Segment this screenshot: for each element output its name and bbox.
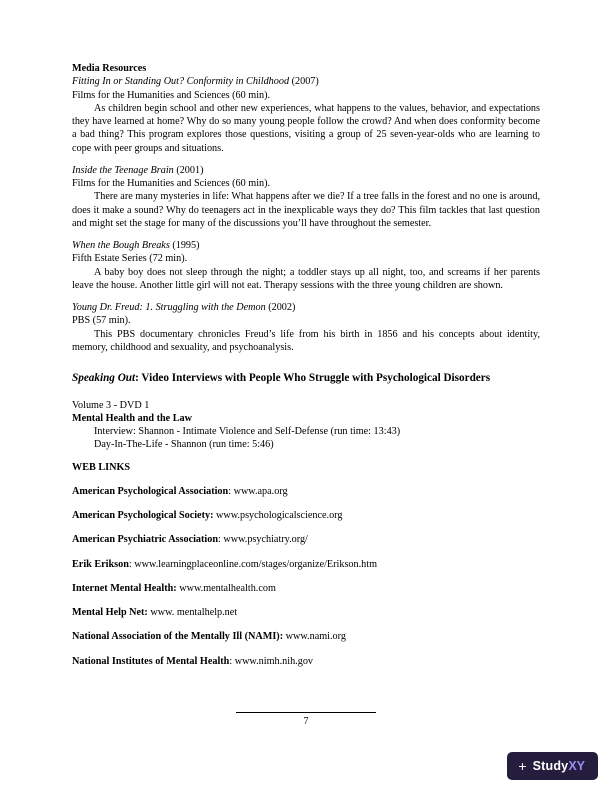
speaking-out-heading — [72, 371, 540, 386]
media-entry-title-italic: When the Bough Breaks — [72, 240, 170, 251]
web-link-item — [72, 630, 540, 643]
web-link-url[interactable]: : www.apa.org — [228, 485, 288, 497]
web-link-url[interactable]: : www.psychiatry.org/ — [218, 534, 308, 546]
media-entry-source: Films for the Humanities and Sciences (60 min). — [72, 178, 271, 189]
media-entry-description: There are many mysteries in life: What happens after we die? If a tree falls in the forest and no one is around, does it make a sound? Why do teenagers act in the inexplicable ways they do? This film tackles that last question and might set the stage for many of the discussions you’ll have throughout the semester. — [72, 191, 540, 229]
watermark-xy-text: XY — [568, 759, 585, 773]
web-link-item — [72, 606, 540, 619]
plus-icon: + — [518, 758, 527, 774]
studyxy-watermark[interactable] — [507, 752, 598, 780]
web-link-item — [72, 533, 540, 546]
media-entry-source: Fifth Estate Series (72 min). — [72, 253, 188, 265]
web-link-org: American Psychological Association — [72, 485, 229, 497]
media-entry-source: Films for the Humanities and Sciences (60 min). — [72, 89, 271, 101]
media-entry-title-year: (1995) — [169, 240, 200, 251]
web-link-item — [72, 558, 540, 571]
media-entry-title — [72, 75, 540, 88]
media-entry-title — [72, 164, 540, 177]
media-entry-description: As children begin school and other new experiences, what happens to the values, behavior, and expectations they have learned at home? Why do so many young people follow the crowd? And when does conformity become a bad thing? This program explores those questions, visiting a group of 25 seven-year-olds who are learning to cope with peer groups and situations. — [72, 102, 540, 154]
media-entry-description: A baby boy does not sleep through the night; a toddler stays up all night, too, and screams if her parents leave the house. Another little girl will not eat. Therapy sessions with the three young children are shown. — [72, 266, 540, 291]
web-link-item — [72, 582, 540, 595]
web-link-url[interactable]: www.nami.org — [283, 631, 346, 643]
web-link-item — [72, 509, 540, 522]
media-entry-title-italic: Fitting In or Standing Out? Conformity in Childhood — [72, 76, 290, 88]
web-link-url[interactable]: www.psychologicalscience.org — [213, 510, 343, 522]
web-link-item — [72, 655, 540, 668]
web-link-url[interactable]: www.mentalhealth.com — [176, 582, 276, 594]
web-link-org: Mental Help Net: — [72, 607, 148, 619]
media-entry-title-year: (2007) — [289, 76, 319, 88]
speaking-out-item: Interview: Shannon - Intimate Violence and Self-Defense (run time: 13:43) — [94, 426, 401, 438]
media-entry-source: PBS (57 min). — [72, 315, 131, 327]
page-number: 7 — [303, 716, 309, 727]
web-link-org: Erik Erikson — [72, 558, 129, 570]
watermark-study-text: Study — [532, 759, 569, 773]
media-entry-title-italic: Young Dr. Freud: 1. Struggling with the Demon — [72, 302, 266, 313]
web-link-org: American Psychological Society: — [72, 510, 214, 522]
footer-divider — [236, 712, 376, 713]
media-entry-title-italic: Inside the Teenage Brain — [72, 164, 174, 176]
speaking-out-title-rest: : Video Interviews with People Who Struggle with Psychological Disorders — [135, 372, 491, 384]
web-link-org: National Association of the Mentally Ill (NAMI): — [72, 631, 284, 643]
media-entry-title — [72, 301, 540, 314]
web-link-url[interactable]: www. mentalhelp.net — [147, 607, 238, 619]
media-entry-title — [72, 239, 540, 252]
speaking-out-topic: Mental Health and the Law — [72, 412, 192, 424]
media-entry-title-year: (2002) — [265, 302, 296, 313]
web-link-org: Internet Mental Health: — [72, 582, 177, 594]
document-body — [72, 62, 540, 668]
media-resources-heading: Media Resources — [72, 63, 147, 74]
media-entry-title-year: (2001) — [173, 164, 204, 176]
web-link-url[interactable]: : www.nimh.nih.gov — [229, 655, 314, 667]
speaking-out-volume: Volume 3 - DVD 1 — [72, 399, 150, 411]
web-link-org: American Psychiatric Association — [72, 534, 218, 546]
speaking-out-item: Day-In-The-Life - Shannon (run time: 5:46) — [94, 439, 274, 451]
speaking-out-title-italic: Speaking Out — [72, 372, 136, 384]
web-link-org: National Institutes of Mental Health — [72, 655, 230, 667]
web-link-url[interactable]: : www.learningplaceonline.com/stages/organize/Erikson.htm — [128, 558, 378, 570]
media-entry-description: This PBS documentary chronicles Freud’s life from his birth in 1856 and his concepts about identity, memory, childhood and sexuality, and psychoanalysis. — [72, 328, 540, 353]
web-links-heading: WEB LINKS — [72, 461, 131, 473]
web-link-item — [72, 485, 540, 498]
